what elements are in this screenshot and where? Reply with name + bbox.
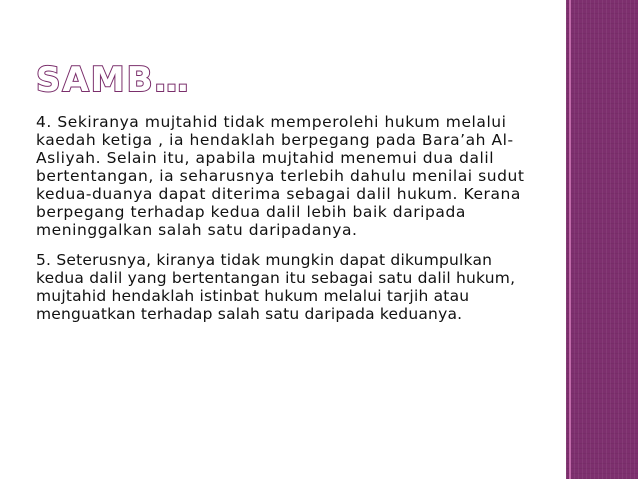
slide-body <box>36 113 541 335</box>
paragraph-4: 4. Sekiranya mujtahid tidak memperolehi hukum melalui kaedah ketiga , ia hendaklah berpegang pada Bara’ah Al-Asliyah. Selain itu, apabila mujtahid menemui dua dalil bertentangan, ia seharusnya terlebih dahulu menilai sudut kedua-duanya dapat diterima sebagai dalil hukum. Kerana berpegang terhadap kedua dalil lebih baik daripada meninggalkan salah satu daripadanya. <box>36 113 525 239</box>
paragraph-5: 5. Seterusnya, kiranya tidak mungkin dapat dikumpulkan kedua dalil yang bertentangan itu sebagai satu dalil hukum, mujtahid hendaklah istinbat hukum melalui tarjih atau menguatkan terhadap salah satu daripada keduanya. <box>36 251 516 323</box>
side-band-stripe <box>569 0 571 479</box>
slide-title: SAMB… <box>36 60 191 100</box>
decorative-side-band <box>566 0 638 479</box>
